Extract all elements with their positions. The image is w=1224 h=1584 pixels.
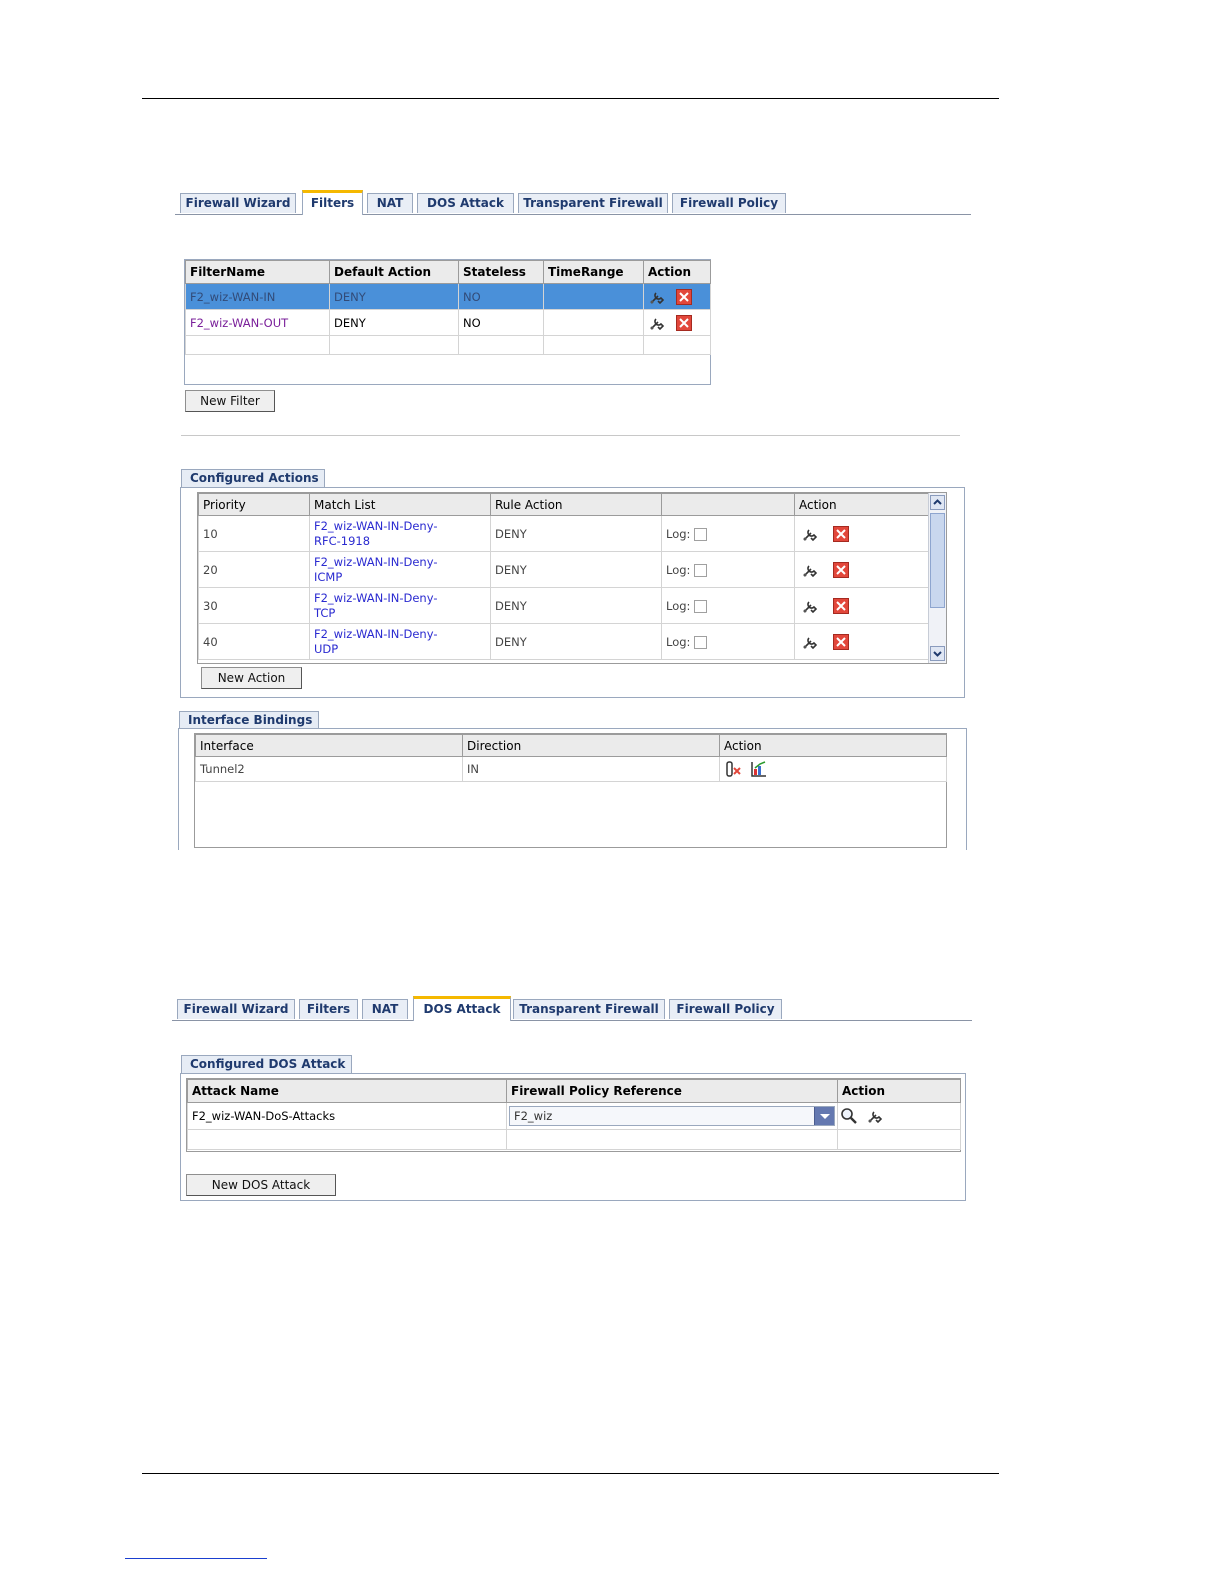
- default-action-cell: DENY: [330, 284, 459, 310]
- tab-dos-attack[interactable]: DOS Attack: [413, 996, 511, 1021]
- top-rule: [142, 98, 999, 99]
- log-label: Log:: [666, 562, 691, 577]
- configured-actions-table: [198, 493, 929, 660]
- direction-cell: IN: [463, 757, 720, 782]
- policy-select[interactable]: [509, 1106, 835, 1126]
- match-list-link[interactable]: [310, 516, 491, 552]
- col-interface: Interface: [196, 735, 463, 757]
- statistics-chart-icon[interactable]: [750, 760, 768, 778]
- filter-name-link[interactable]: F2_wiz-WAN-OUT: [186, 310, 330, 336]
- log-checkbox[interactable]: [694, 564, 707, 577]
- table-row[interactable]: [199, 552, 929, 588]
- edit-wrench-icon[interactable]: [866, 1107, 884, 1125]
- scroll-down-button[interactable]: [930, 646, 945, 661]
- action-cell: [795, 516, 929, 552]
- bottom-rule: [142, 1473, 999, 1474]
- col-rule-action: Rule Action: [491, 494, 662, 516]
- log-cell: [662, 552, 795, 588]
- delete-icon[interactable]: [676, 289, 692, 305]
- table-row[interactable]: [199, 624, 929, 660]
- dos-table: [187, 1079, 961, 1150]
- dos-table-frame: [186, 1078, 961, 1152]
- log-label: Log:: [666, 526, 691, 541]
- col-log: [662, 494, 795, 516]
- dropdown-arrow-icon[interactable]: [814, 1107, 834, 1125]
- new-dos-attack-button[interactable]: New DOS Attack: [186, 1174, 336, 1196]
- delete-icon[interactable]: [676, 315, 692, 331]
- delete-icon[interactable]: [833, 598, 849, 614]
- stateless-cell: NO: [459, 310, 544, 336]
- log-checkbox[interactable]: [694, 528, 707, 541]
- table-row[interactable]: [186, 284, 711, 310]
- match-list-line2: RFC-1918: [314, 533, 371, 548]
- tab-firewall-policy[interactable]: Firewall Policy: [669, 999, 782, 1019]
- policy-cell: [507, 1103, 838, 1130]
- log-label: Log:: [666, 598, 691, 613]
- match-list-line2: UDP: [314, 641, 339, 656]
- configured-actions-scrollbar[interactable]: [928, 493, 947, 664]
- priority-cell: 30: [199, 588, 310, 624]
- col-match-list: Match List: [310, 494, 491, 516]
- priority-cell: 40: [199, 624, 310, 660]
- action-cell: [644, 284, 711, 310]
- magnifier-icon[interactable]: [840, 1107, 858, 1125]
- edit-wrench-icon[interactable]: [648, 314, 666, 332]
- scroll-up-button[interactable]: [930, 495, 945, 510]
- rule-action-cell: DENY: [491, 588, 662, 624]
- table-row[interactable]: [188, 1103, 961, 1130]
- section-divider: [181, 435, 960, 436]
- default-action-cell: DENY: [330, 310, 459, 336]
- log-cell: [662, 588, 795, 624]
- match-list-line1: F2_wiz-WAN-IN-Deny-: [314, 626, 438, 641]
- log-checkbox[interactable]: [694, 600, 707, 613]
- col-action: Action: [644, 261, 711, 284]
- edit-wrench-icon[interactable]: [801, 597, 819, 615]
- action-cell: [644, 310, 711, 336]
- configured-actions-title: Configured Actions: [181, 469, 325, 487]
- interface-bindings-title: Interface Bindings: [179, 711, 319, 729]
- tab-nat[interactable]: NAT: [367, 193, 413, 213]
- tab-firewall-wizard[interactable]: Firewall Wizard: [177, 999, 295, 1019]
- match-list-link[interactable]: [310, 552, 491, 588]
- col-stateless: Stateless: [459, 261, 544, 284]
- tab-bar-filters: [175, 191, 971, 215]
- tab-transparent-firewall[interactable]: Transparent Firewall: [518, 193, 668, 213]
- log-cell: [662, 624, 795, 660]
- attack-name-cell: F2_wiz-WAN-DoS-Attacks: [188, 1103, 507, 1130]
- tab-filters[interactable]: Filters: [302, 190, 363, 215]
- unbind-icon[interactable]: [724, 760, 742, 778]
- interface-cell: Tunnel2: [196, 757, 463, 782]
- tab-dos-attack[interactable]: DOS Attack: [417, 193, 514, 213]
- delete-icon[interactable]: [833, 562, 849, 578]
- edit-wrench-icon[interactable]: [801, 525, 819, 543]
- col-action: Action: [795, 494, 929, 516]
- priority-cell: 10: [199, 516, 310, 552]
- delete-icon[interactable]: [833, 634, 849, 650]
- match-list-line1: F2_wiz-WAN-IN-Deny-: [314, 590, 438, 605]
- chevron-up-icon: [931, 496, 944, 509]
- action-cell: [838, 1103, 961, 1130]
- edit-wrench-icon[interactable]: [801, 633, 819, 651]
- filter-table: [185, 260, 711, 355]
- delete-icon[interactable]: [833, 526, 849, 542]
- match-list-link[interactable]: [310, 588, 491, 624]
- new-filter-button[interactable]: New Filter: [185, 390, 275, 412]
- action-cell: [720, 757, 947, 782]
- col-default-action: Default Action: [330, 261, 459, 284]
- tab-filters[interactable]: Filters: [299, 999, 358, 1019]
- table-row[interactable]: [196, 757, 947, 782]
- col-filter-name: FilterName: [186, 261, 330, 284]
- col-priority: Priority: [199, 494, 310, 516]
- interface-bindings-frame: [194, 733, 947, 848]
- col-action: Action: [720, 735, 947, 757]
- col-policy-reference: Firewall Policy Reference: [507, 1080, 838, 1103]
- match-list-line1: F2_wiz-WAN-IN-Deny-: [314, 554, 438, 569]
- filter-name-link[interactable]: F2_wiz-WAN-IN: [186, 284, 330, 310]
- match-list-link[interactable]: [310, 624, 491, 660]
- tab-transparent-firewall[interactable]: Transparent Firewall: [513, 999, 665, 1019]
- match-list-line2: ICMP: [314, 569, 343, 584]
- rule-action-cell: DENY: [491, 624, 662, 660]
- table-row[interactable]: [199, 516, 929, 552]
- col-attack-name: Attack Name: [188, 1080, 507, 1103]
- match-list-line2: TCP: [314, 605, 336, 620]
- edit-wrench-icon[interactable]: [801, 561, 819, 579]
- action-cell: [795, 624, 929, 660]
- configured-actions-viewport: [197, 492, 947, 664]
- col-direction: Direction: [463, 735, 720, 757]
- tab-firewall-wizard[interactable]: Firewall Wizard: [180, 193, 296, 213]
- action-cell: [795, 552, 929, 588]
- log-cell: [662, 516, 795, 552]
- new-action-button[interactable]: New Action: [201, 667, 302, 689]
- tab-nat[interactable]: NAT: [362, 999, 408, 1019]
- col-action: Action: [838, 1080, 961, 1103]
- match-list-line1: F2_wiz-WAN-IN-Deny-: [314, 518, 438, 533]
- rule-action-cell: DENY: [491, 552, 662, 588]
- chevron-down-icon: [931, 647, 944, 660]
- table-row[interactable]: [199, 588, 929, 624]
- policy-select-value: F2_wiz: [514, 1109, 553, 1123]
- time-range-cell: [544, 310, 644, 336]
- rule-action-cell: DENY: [491, 516, 662, 552]
- time-range-cell: [544, 284, 644, 310]
- configured-dos-title: Configured DOS Attack: [181, 1055, 352, 1073]
- log-label: Log:: [666, 634, 691, 649]
- tab-bar-dos: [172, 997, 972, 1021]
- footer-link-underline: [125, 1558, 267, 1559]
- col-time-range: TimeRange: [544, 261, 644, 284]
- tab-firewall-policy[interactable]: Firewall Policy: [672, 193, 786, 213]
- priority-cell: 20: [199, 552, 310, 588]
- log-checkbox[interactable]: [694, 636, 707, 649]
- interface-bindings-table: [195, 734, 947, 782]
- table-row-empty: [186, 336, 711, 355]
- table-row[interactable]: [186, 310, 711, 336]
- stateless-cell: NO: [459, 284, 544, 310]
- action-cell: [795, 588, 929, 624]
- edit-wrench-icon[interactable]: [648, 288, 666, 306]
- scroll-thumb[interactable]: [930, 513, 945, 608]
- table-row-empty: [188, 1130, 961, 1150]
